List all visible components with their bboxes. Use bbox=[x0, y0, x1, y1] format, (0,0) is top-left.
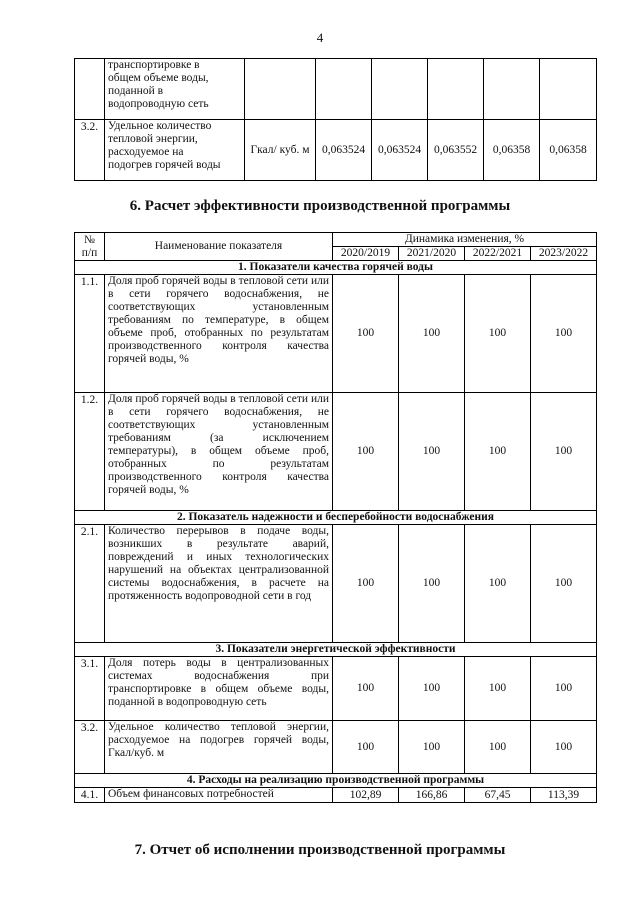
header-dynamics: Динамика изменения, % bbox=[333, 233, 597, 247]
value-cell: 100 bbox=[531, 525, 597, 643]
section-title: 1. Показатели качества горячей воды bbox=[75, 261, 597, 275]
value-cell: 100 bbox=[399, 393, 465, 511]
value-cell: 100 bbox=[333, 525, 399, 643]
row-number: 2.1. bbox=[75, 525, 105, 643]
value-cell: 100 bbox=[333, 393, 399, 511]
name-line: транспортировке в bbox=[108, 59, 200, 71]
header-period: 2021/2020 bbox=[399, 247, 465, 261]
value-cell: 0,06358 bbox=[540, 120, 597, 181]
unit-cell: Гкал/ куб. м bbox=[245, 120, 316, 181]
value-cell: 100 bbox=[399, 657, 465, 721]
value-cell: 100 bbox=[531, 657, 597, 721]
value-cell: 100 bbox=[333, 721, 399, 774]
value-cell: 102,89 bbox=[333, 788, 399, 803]
value-cell: 100 bbox=[465, 525, 531, 643]
indicator-name: Доля проб горячей воды в тепловой сети или в сети горячего водоснабжения, не соответствующих установленным требованиям (за исключением температуры), в общем объеме проб, отобранных по результатам производственного контроля качества горячей воды, % bbox=[105, 393, 333, 511]
value-cell: 100 bbox=[333, 657, 399, 721]
value-cell: 100 bbox=[333, 275, 399, 393]
section-title: 2. Показатель надежности и бесперебойности водоснабжения bbox=[75, 511, 597, 525]
continuation-table bbox=[74, 58, 597, 181]
section-row bbox=[75, 261, 597, 275]
value-cell bbox=[484, 59, 540, 120]
header-name: Наименование показателя bbox=[105, 233, 333, 261]
row-number: 4.1. bbox=[75, 788, 105, 803]
section-row bbox=[75, 774, 597, 788]
section-row bbox=[75, 643, 597, 657]
unit-cell bbox=[245, 59, 316, 120]
indicator-name: Объем финансовых потребностей bbox=[105, 788, 333, 803]
value-cell: 166,86 bbox=[399, 788, 465, 803]
table-row bbox=[75, 657, 597, 721]
row-number bbox=[75, 59, 105, 120]
header-period: 2020/2019 bbox=[333, 247, 399, 261]
name-line: подогрев горячей воды bbox=[108, 159, 221, 171]
value-cell: 100 bbox=[531, 275, 597, 393]
page-number: 4 bbox=[316, 30, 324, 45]
value-cell: 100 bbox=[531, 721, 597, 774]
header-period: 2022/2021 bbox=[465, 247, 531, 261]
name-line: Удельное количество bbox=[108, 120, 212, 132]
value-cell: 100 bbox=[399, 525, 465, 643]
row-number: 3.2. bbox=[75, 721, 105, 774]
value-cell: 0,06358 bbox=[484, 120, 540, 181]
value-cell: 100 bbox=[465, 275, 531, 393]
indicator-name: Доля проб горячей воды в тепловой сети или в сети горячего водоснабжения, не соответствующих установленным требованиям по температуре, в общем объеме проб, отобранных по результатам производственного контроля качества горячей воды, % bbox=[105, 275, 333, 393]
row-number: 3.1. bbox=[75, 657, 105, 721]
value-cell bbox=[316, 59, 372, 120]
table-row bbox=[75, 120, 597, 181]
name-line: поданной в bbox=[108, 85, 164, 97]
section-7-title: 7. Отчет об исполнении производственной программы bbox=[134, 842, 506, 858]
efficiency-table bbox=[74, 232, 597, 803]
indicator-name bbox=[105, 120, 245, 181]
value-cell bbox=[428, 59, 484, 120]
value-cell: 100 bbox=[399, 275, 465, 393]
value-cell: 0,063552 bbox=[428, 120, 484, 181]
value-cell: 113,39 bbox=[531, 788, 597, 803]
table-row bbox=[75, 275, 597, 393]
row-number: 3.2. bbox=[75, 120, 105, 181]
section-row bbox=[75, 511, 597, 525]
header-number: № п/п bbox=[75, 233, 105, 261]
table-row bbox=[75, 525, 597, 643]
table-row bbox=[75, 788, 597, 803]
name-line: общем объеме воды, bbox=[108, 72, 209, 84]
name-line: водопроводную сеть bbox=[108, 98, 209, 110]
header-period: 2023/2022 bbox=[531, 247, 597, 261]
value-cell: 100 bbox=[465, 721, 531, 774]
value-cell: 0,063524 bbox=[372, 120, 428, 181]
indicator-name: Удельное количество тепловой энергии, расходуемое на подогрев горячей воды, Гкал/куб. м bbox=[105, 721, 333, 774]
value-cell: 100 bbox=[465, 657, 531, 721]
header-row bbox=[75, 233, 597, 247]
indicator-name: Количество перерывов в подаче воды, возникших в результате аварий, повреждений и иных технологических нарушений на объектах централизованной системы водоснабжения, в расчете на протяженность водопроводной сети в год bbox=[105, 525, 333, 643]
value-cell: 0,063524 bbox=[316, 120, 372, 181]
value-cell bbox=[540, 59, 597, 120]
table-row bbox=[75, 721, 597, 774]
name-line: тепловой энергии, bbox=[108, 133, 198, 145]
section-title: 4. Расходы на реализацию производственной программы bbox=[75, 774, 597, 788]
value-cell: 100 bbox=[531, 393, 597, 511]
value-cell: 67,45 bbox=[465, 788, 531, 803]
name-line: расходуемое на bbox=[108, 146, 184, 158]
section-6-title: 6. Расчет эффективности производственной программы bbox=[129, 198, 511, 214]
table-row bbox=[75, 59, 597, 120]
section-title: 3. Показатели энергетической эффективности bbox=[75, 643, 597, 657]
value-cell: 100 bbox=[399, 721, 465, 774]
value-cell bbox=[372, 59, 428, 120]
value-cell: 100 bbox=[465, 393, 531, 511]
row-number: 1.1. bbox=[75, 275, 105, 393]
table-row bbox=[75, 393, 597, 511]
indicator-name bbox=[105, 59, 245, 120]
indicator-name: Доля потерь воды в централизованных системах водоснабжения при транспортировке в общем объеме воды, поданной в водопроводную сеть bbox=[105, 657, 333, 721]
row-number: 1.2. bbox=[75, 393, 105, 511]
